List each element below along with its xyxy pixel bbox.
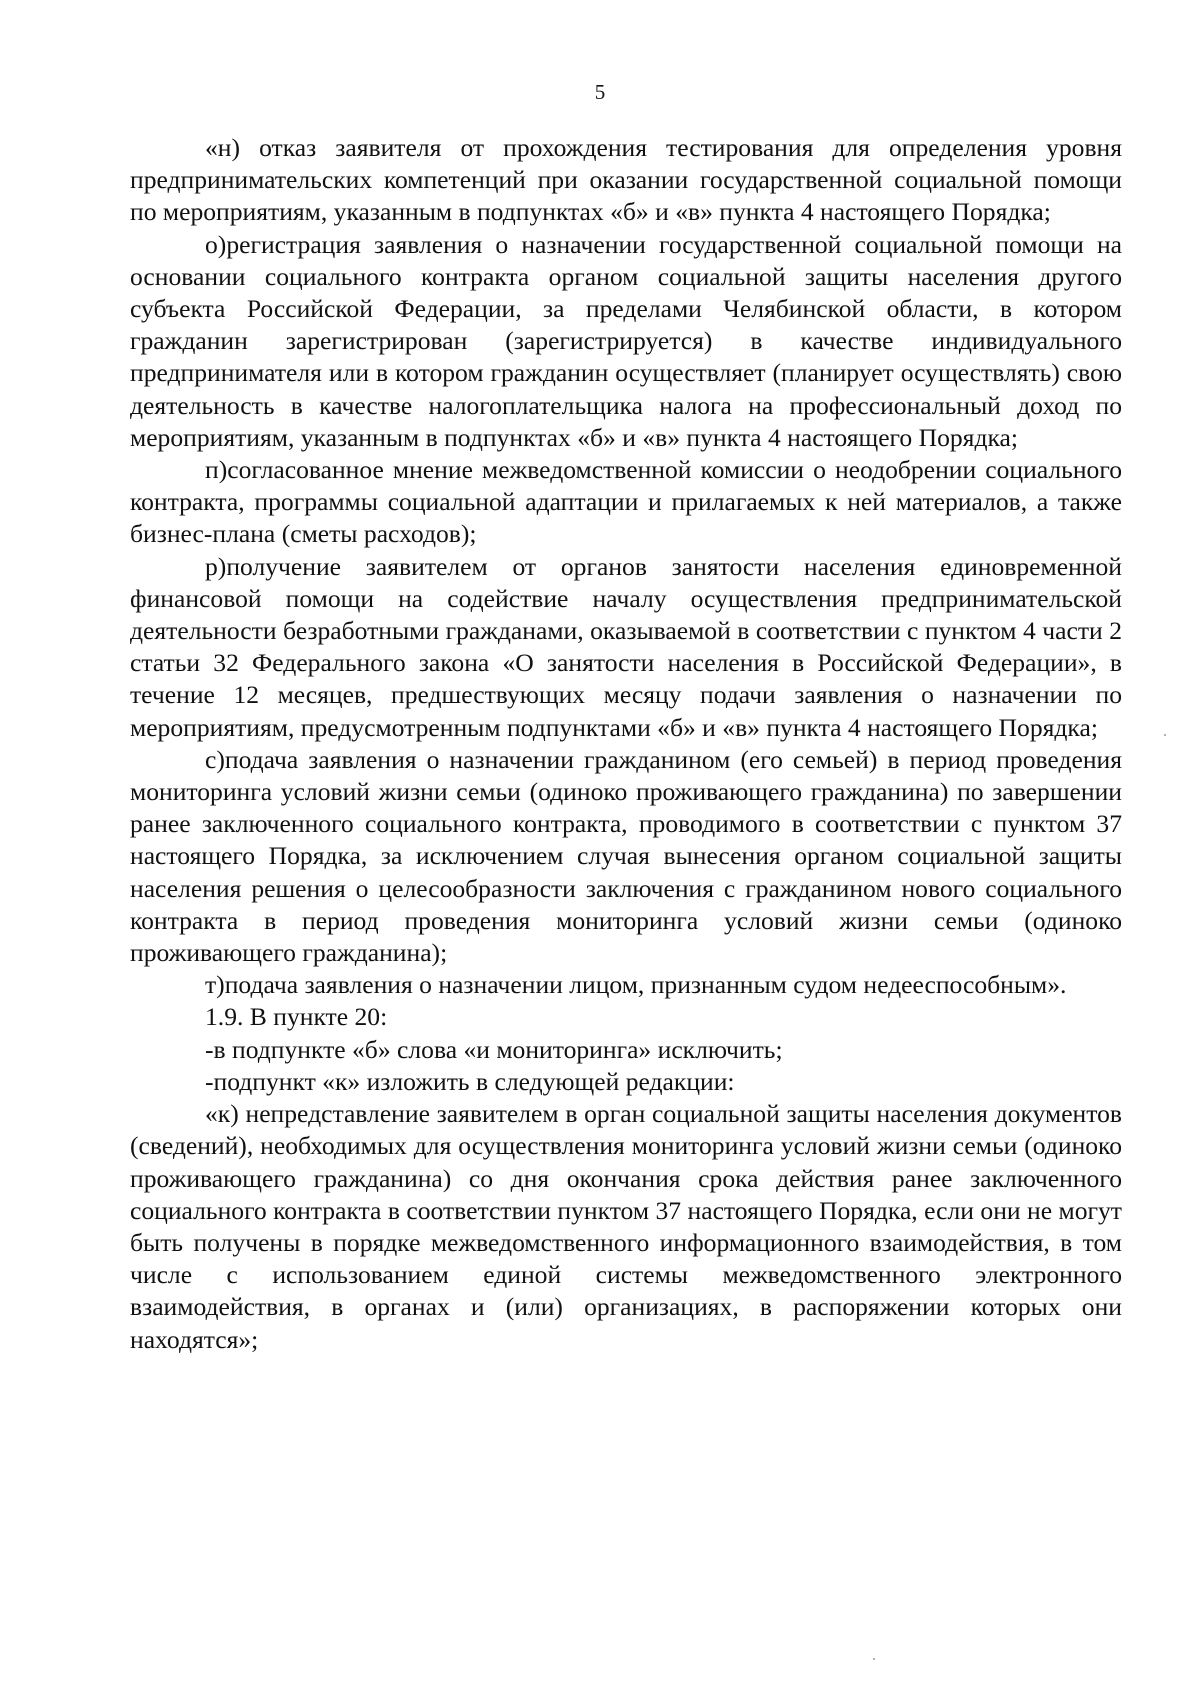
clause-o: о)регистрация заявления о назначении государственной социальной помощи на основании социального контракта органом социальной защиты населения другого субъекта Российской Федерации, за пределами Челябинской области, в котором гражданин зарегистрирован (зарегистрируется) в качестве индивидуального предпринимателя или в котором гражданин осуществляет (планирует осуществлять) свою деятельность в качестве налогоплательщика налога на профессиональный доход по мероприятиям, указанным в подпунктах «б» и «в» пункта 4 настоящего Порядка; [130,229,1122,452]
scan-speck [873,1658,875,1660]
clause-r: р)получение заявителем от органов занятости населения единовременной финансовой помощи на содействие началу осуществления предпринимательской деятельности безработными гражданами, оказываемой в соответствии с пунктом 4 части 2 статьи 32 Федерального закона «О занятости населения в Российской Федерации», в течение 12 месяцев, предшествующих месяцу подачи заявления о назначении по мероприятиям, предусмотренным подпунктами «б» и «в» пункта 4 настоящего Порядка; [130,551,1122,742]
amendment-item-k: -подпункт «к» изложить в следующей редакции: [205,1066,735,1096]
scan-speck [1164,734,1166,736]
clause-s: с)подача заявления о назначении гражданином (его семьей) в период проведения мониторинга условий жизни семьи (одиноко проживающего гражданина) по завершении ранее заключенного социального контракта, проводимого в соответствии с пунктом 37 настоящего Порядка, за исключением случая вынесения органом социальной защиты населения решения о целесообразности заключения с гражданином нового социального контракта в период проведения мониторинга условий жизни семьи (одиноко проживающего гражданина); [130,744,1122,968]
amendment-item-b: -в подпункте «б» слова «и мониторинга» исключить; [205,1034,783,1064]
section-1-9-heading: 1.9. В пункте 20: [205,1002,388,1032]
page-number: 5 [594,80,606,104]
clause-t: т)подача заявления о назначении лицом, признанным судом недееспособным». [205,970,1067,1000]
clause-n: «н) отказ заявителя от прохождения тестирования для определения уровня предпринимательских компетенций при оказании государственной социальной помощи по мероприятиям, указанным в подпунктах «б» и «в» пункта 4 настоящего Порядка; [130,133,1122,227]
clause-p: п)согласованное мнение межведомственной комиссии о неодобрении социального контракта, программы социальной адаптации и прилагаемых к ней материалов, а также бизнес-плана (сметы расходов); [130,455,1122,549]
clause-k-text: «к) непредставление заявителем в орган социальной защиты населения документов (сведений), необходимых для осуществления мониторинга условий жизни семьи (одиноко проживающего гражданина) со дня окончания срока действия ранее заключенного социального контракта в соответствии пунктом 37 настоящего Порядка, если они не могут быть получены в порядке межведомственного информационного взаимодействия, в том числе с использованием единой системы межведомственного электронного взаимодействия, в органах и (или) организациях, в распоряжении которых они находятся»; [130,1099,1122,1354]
document-body [130,132,1122,1356]
